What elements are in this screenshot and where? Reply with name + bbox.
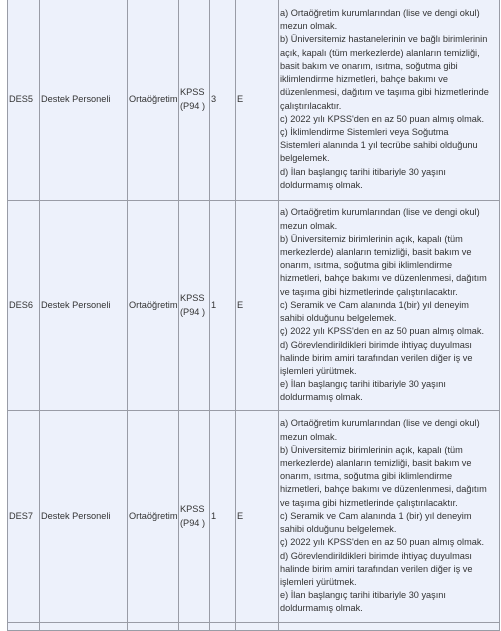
requirement-line: işlemleri yürütmek.	[280, 365, 357, 376]
requirement-line: d) İlan başlangıç tarihi itibariyle 30 yaşını	[280, 166, 446, 177]
requirement-line: c) Seramik ve Cam alanında 1 (bir) yıl deneyim	[280, 510, 472, 521]
exam-type	[179, 0, 210, 201]
requirements	[279, 0, 500, 201]
quota-count: 1	[210, 201, 236, 411]
requirement-line: ç) 2022 yılı KPSS'den en az 50 puan almış olmak.	[280, 326, 484, 337]
requirement-line: ve taşıma gibi hizmetlerinde çalıştırılacaktır.	[280, 497, 458, 508]
education-level: Ortaöğretim	[128, 0, 179, 201]
quota-count: 1	[210, 411, 236, 623]
requirement-line: belgelemek.	[280, 153, 330, 164]
position-code: DES5	[8, 0, 40, 201]
position-title: Destek Personeli	[40, 201, 128, 411]
requirement-line: işlemleri yürütmek.	[280, 576, 357, 587]
requirement-line: merkezlerde) alanların temizliği, basit bakım ve	[280, 247, 472, 258]
requirement-line: a) Ortaöğretim kurumlarından (lise ve dengi okul)	[280, 207, 480, 218]
requirement-line: Sistemleri alanında 1 yıl tecrübe sahibi olduğunu	[280, 140, 478, 151]
table-row	[8, 201, 500, 411]
requirement-line: doldurmamış olmak.	[280, 392, 363, 403]
education-level: Ortaöğretim	[128, 411, 179, 623]
exam-type	[179, 411, 210, 623]
requirement-line: b) Üniversitemiz birimlerinin açık, kapalı (tüm	[280, 233, 463, 244]
exam-score-type: (P94 )	[180, 306, 206, 317]
requirement-line: a) Ortaöğretim kurumlarından (lise ve dengi okul)	[280, 418, 480, 429]
requirement-line: b) Üniversitemiz birimlerinin açık, kapalı (tüm	[280, 444, 463, 455]
position-code: DES7	[8, 411, 40, 623]
requirement-line: c) 2022 yılı KPSS'den en az 50 puan almış olmak.	[280, 113, 484, 124]
gender: E	[236, 0, 279, 201]
position-title: Destek Personeli	[40, 0, 128, 201]
requirement-line: halinde birim amiri tarafından verilen diğer iş ve	[280, 563, 473, 574]
positions-table-body	[8, 0, 500, 631]
requirement-line: b) Üniversitemiz hastanelerinin ve bağlı birimlerinin	[280, 34, 488, 45]
gender: E	[236, 201, 279, 411]
requirement-line: e) İlan başlangıç tarihi itibariyle 30 yaşını	[280, 379, 446, 390]
requirement-line: açık, kapalı (tüm merkezlerde) alanların temizliği,	[280, 47, 480, 58]
position-code: DES6	[8, 201, 40, 411]
exam-name: KPSS	[180, 293, 205, 304]
requirement-line: merkezlerde) alanların temizliği, basit bakım ve	[280, 458, 472, 469]
table-row-partial	[8, 623, 500, 631]
position-title: Destek Personeli	[40, 411, 128, 623]
requirement-line: sahibi olduğunu belgelemek.	[280, 313, 397, 324]
education-level: Ortaöğretim	[128, 201, 179, 411]
quota-count: 3	[210, 0, 236, 201]
requirement-line: c) Seramik ve Cam alanında 1(bir) yıl deneyim	[280, 299, 469, 310]
exam-score-type: (P94 )	[180, 100, 206, 111]
requirement-line: sahibi olduğunu belgelemek.	[280, 524, 397, 535]
gender: E	[236, 411, 279, 623]
positions-table	[7, 0, 500, 631]
requirement-line: hizmetleri, bahçe bakımı ve düzenlenmesi, dağıtım	[280, 273, 487, 284]
requirements	[279, 201, 500, 411]
requirement-line: mezun olmak.	[280, 220, 338, 231]
requirement-line: mezun olmak.	[280, 431, 338, 442]
requirements	[279, 411, 500, 623]
table-row	[8, 411, 500, 623]
requirement-line: doldurmamış olmak.	[280, 179, 363, 190]
requirement-line: ç) İklimlendirme Sistemleri veya Soğutma	[280, 126, 449, 137]
requirement-line: d) Görevlendirildikleri birimde ihtiyaç duyulması	[280, 339, 472, 350]
requirement-line: çalıştırılacaktır.	[280, 100, 342, 111]
requirement-line: onarım, ısıtma, soğutma gibi iklimlendirme	[280, 260, 453, 271]
requirement-line: hizmetleri, bahçe bakımı ve düzenlenmesi, dağıtım	[280, 484, 487, 495]
requirement-line: iklimlendirme hizmetleri, bahçe bakımı ve	[280, 74, 448, 85]
exam-score-type: (P94 )	[180, 517, 206, 528]
requirement-line: ve taşıma gibi hizmetlerinde çalıştırılacaktır.	[280, 286, 458, 297]
requirement-line: basit bakım ve onarım, ısıtma, soğutma gibi	[280, 60, 458, 71]
requirement-line: mezun olmak.	[280, 21, 338, 32]
requirement-line: e) İlan başlangıç tarihi itibariyle 30 yaşını	[280, 590, 446, 601]
requirement-line: düzenlenmesi, dağıtım ve taşıma gibi hizmetlerinde	[280, 87, 489, 98]
requirement-line: doldurmamış olmak.	[280, 603, 363, 614]
requirement-line: a) Ortaöğretim kurumlarından (lise ve dengi okul)	[280, 8, 480, 19]
requirement-line: halinde birim amiri tarafından verilen diğer iş ve	[280, 352, 473, 363]
exam-type	[179, 201, 210, 411]
table-row	[8, 0, 500, 201]
exam-name: KPSS	[180, 504, 205, 515]
requirement-line: ç) 2022 yılı KPSS'den en az 50 puan almış olmak.	[280, 537, 484, 548]
requirement-line: onarım, ısıtma, soğutma gibi iklimlendirme	[280, 471, 453, 482]
exam-name: KPSS	[180, 87, 205, 98]
requirement-line: d) Görevlendirildikleri birimde ihtiyaç duyulması	[280, 550, 472, 561]
